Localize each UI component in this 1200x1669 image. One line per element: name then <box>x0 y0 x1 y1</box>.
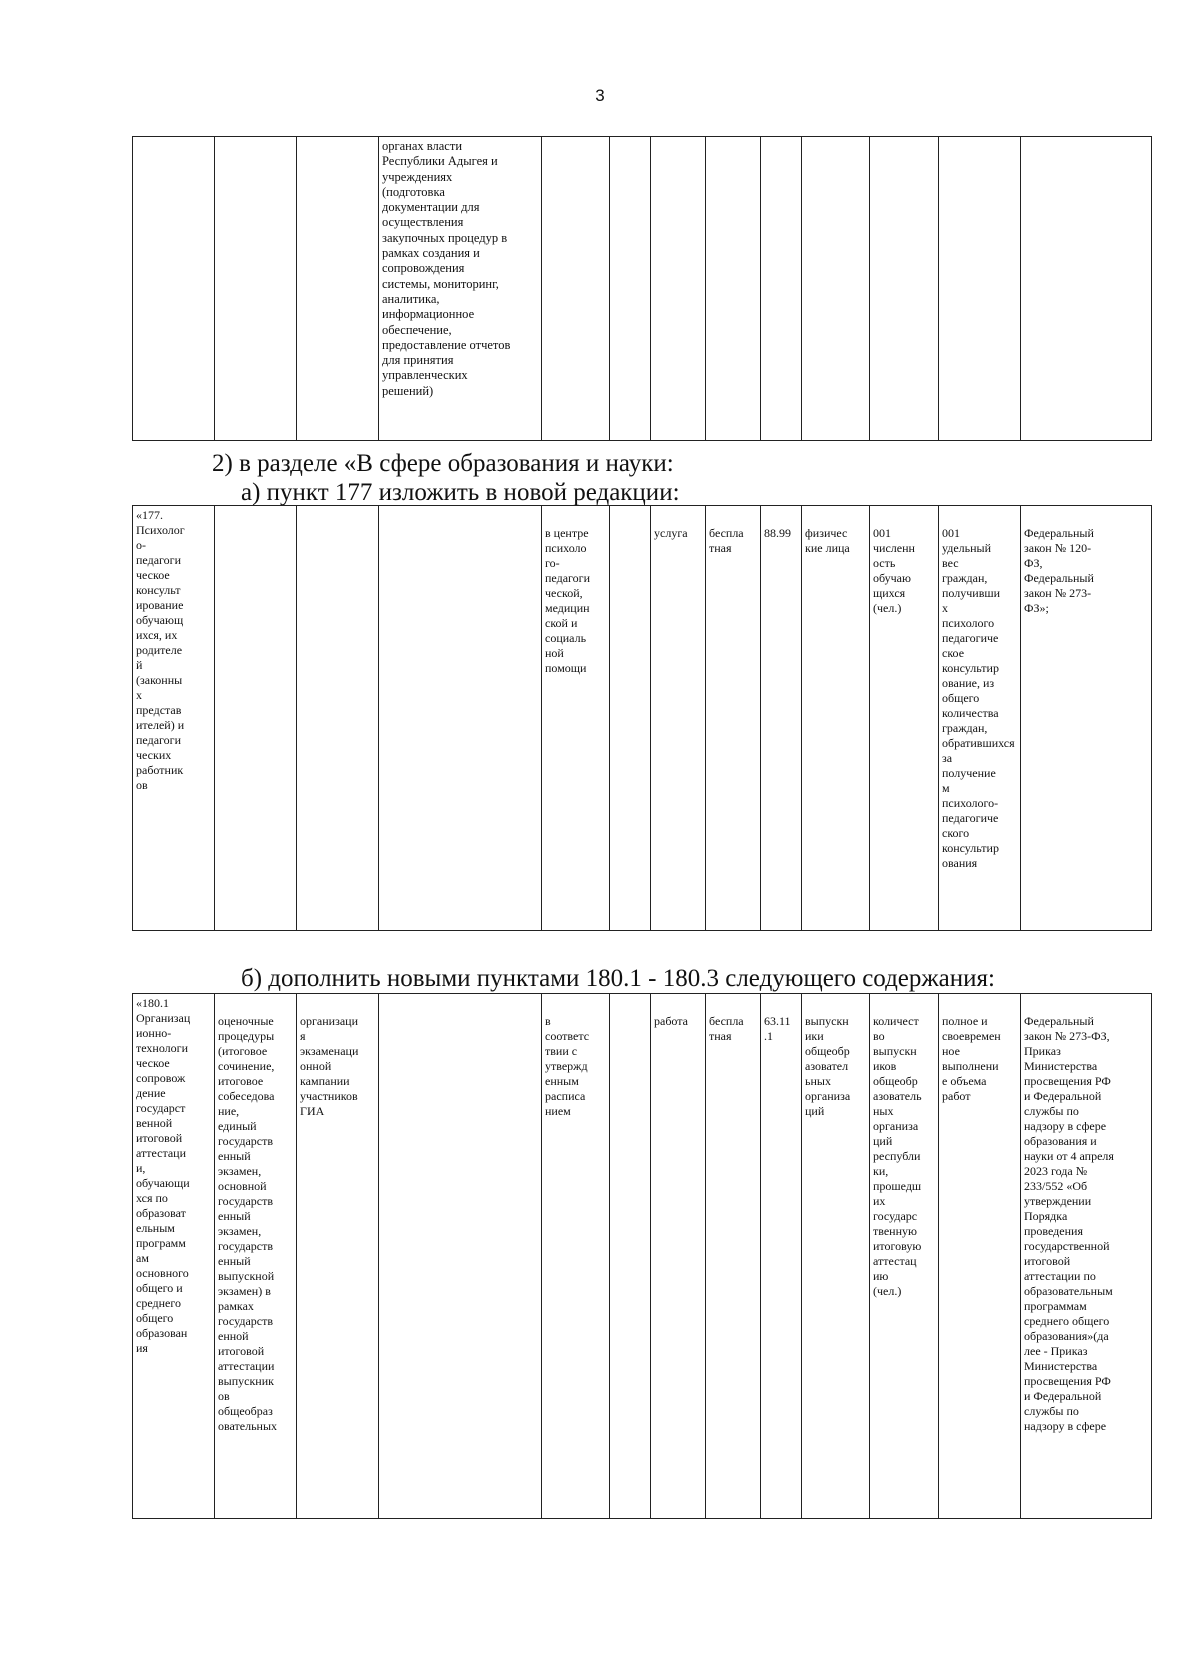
cell-name <box>133 994 215 1519</box>
table-continuation <box>132 136 1152 441</box>
cell <box>297 137 379 441</box>
cell-text: Федеральный закон № 120- ФЗ, Федеральный закон № 273- ФЗ»; <box>1024 526 1094 615</box>
cell-code <box>761 506 802 931</box>
cell-content <box>215 994 297 1519</box>
cell-payment <box>706 506 761 931</box>
cell-type <box>651 506 706 931</box>
cell <box>215 137 297 441</box>
cell-text: 001 численн ость обучаю щихся (чел.) <box>873 526 915 615</box>
cell-content-2 <box>297 994 379 1519</box>
cell <box>542 137 610 441</box>
cell <box>802 137 870 441</box>
cell-text: в центре психоло го- педагоги ческой, медицин ской и социаль ной помощи <box>545 526 590 675</box>
table-row <box>133 994 1152 1519</box>
table-item-177 <box>132 505 1152 931</box>
cell-payment <box>706 994 761 1519</box>
cell-text: беспла тная <box>709 526 744 555</box>
cell-quality-indicator <box>939 506 1021 931</box>
cell <box>379 506 542 931</box>
cell-text: выпускн ики общеобр азовател ьных организа ций <box>805 1014 851 1118</box>
cell-code <box>761 994 802 1519</box>
table-item-180-1 <box>132 993 1152 1519</box>
table-row <box>133 506 1152 931</box>
cell-text: 001 удельный вес граждан, получивши х психолого педагогиче ское консультир ование, из общего количества граждан, обратившихся за получение м психолого- педагогиче ского консультир ования <box>942 526 1015 870</box>
cell-description <box>379 137 542 441</box>
cell-consumers <box>802 506 870 931</box>
cell-text: в соответс твии с утвержд енным расписа нием <box>545 1014 590 1118</box>
cell <box>379 994 542 1519</box>
cell-text: работа <box>654 1014 688 1028</box>
cell-legal-basis <box>1021 994 1152 1519</box>
subsection-heading-b: б) дополнить новыми пунктами 180.1 - 180.3 следующего содержания: <box>241 965 995 992</box>
cell-text: оценочные процедуры (итоговое сочинение, итоговое собеседова ние, единый государств енный экзамен, основной государств енный экзамен, государств енный выпускной экзамен) в рамках государств енной итоговой аттестации выпускник ов общеобраз овательных <box>218 1014 278 1433</box>
cell-text: «177. Психолог о- педагоги ческое консульт ирование обучающ ихся, их родителе й (законны х представ ителей) и педагоги ческих работник ов <box>136 508 185 792</box>
cell <box>297 506 379 931</box>
cell <box>651 137 706 441</box>
cell-volume-indicator <box>870 994 939 1519</box>
section-heading: 2) в разделе «В сфере образования и науки: <box>212 450 674 477</box>
cell-conditions <box>542 506 610 931</box>
cell-text: «180.1 Организац ионно- технологи ческое сопровож дение государст венной итоговой аттестаци и, обучающи хся по образоват ельным программ ам основного общего и среднего общего образован ия <box>136 996 191 1355</box>
cell-quality-indicator <box>939 994 1021 1519</box>
cell-text: 88.99 <box>764 526 791 540</box>
cell <box>939 137 1021 441</box>
cell-conditions <box>542 994 610 1519</box>
cell-name <box>133 506 215 931</box>
cell <box>706 137 761 441</box>
cell-text: Федеральный закон № 273-ФЗ, Приказ Министерства просвещения РФ и Федеральной службы по надзору в сфере образования и науки от 4 апреля 2023 года № 233/552 «Об утверждении Порядка проведения государственной итоговой аттестации по образовательным программам среднего общего образования»(да лее - Приказ Министерства просвещения РФ и Федеральной службы по надзору в сфере <box>1024 1014 1114 1433</box>
cell-text: услуга <box>654 526 688 540</box>
subsection-heading-a: а) пункт 177 изложить в новой редакции: <box>241 479 680 506</box>
cell-text: организаци я экзаменаци онной кампании участников ГИА <box>300 1014 359 1118</box>
cell-text: количест во выпускн иков общеобр азователь ных организа ций республи ки, прошедш их государс твенную итоговую аттестац ию (чел.) <box>873 1014 922 1298</box>
cell-text: физичес кие лица <box>805 526 850 555</box>
cell-consumers <box>802 994 870 1519</box>
cell <box>761 137 802 441</box>
cell-legal-basis <box>1021 506 1152 931</box>
table-row <box>133 137 1152 441</box>
cell <box>610 137 651 441</box>
cell <box>1021 137 1152 441</box>
cell <box>610 506 651 931</box>
cell <box>870 137 939 441</box>
cell-text: 63.11 .1 <box>764 1014 791 1043</box>
page-number: 3 <box>595 86 605 105</box>
cell-type <box>651 994 706 1519</box>
cell-text: беспла тная <box>709 1014 744 1043</box>
cell <box>610 994 651 1519</box>
cell-volume-indicator <box>870 506 939 931</box>
cell-text: полное и своевремен ное выполнени е объема работ <box>942 1014 1001 1103</box>
cell <box>215 506 297 931</box>
cell-text: органах власти Республики Адыгея и учреждениях (подготовка документации для осуществления закупочных процедур в рамках создания и сопровождения системы, мониторинг, аналитика, информационное обеспечение, предоставление отчетов для принятия управленческих решений) <box>382 139 511 398</box>
cell <box>133 137 215 441</box>
